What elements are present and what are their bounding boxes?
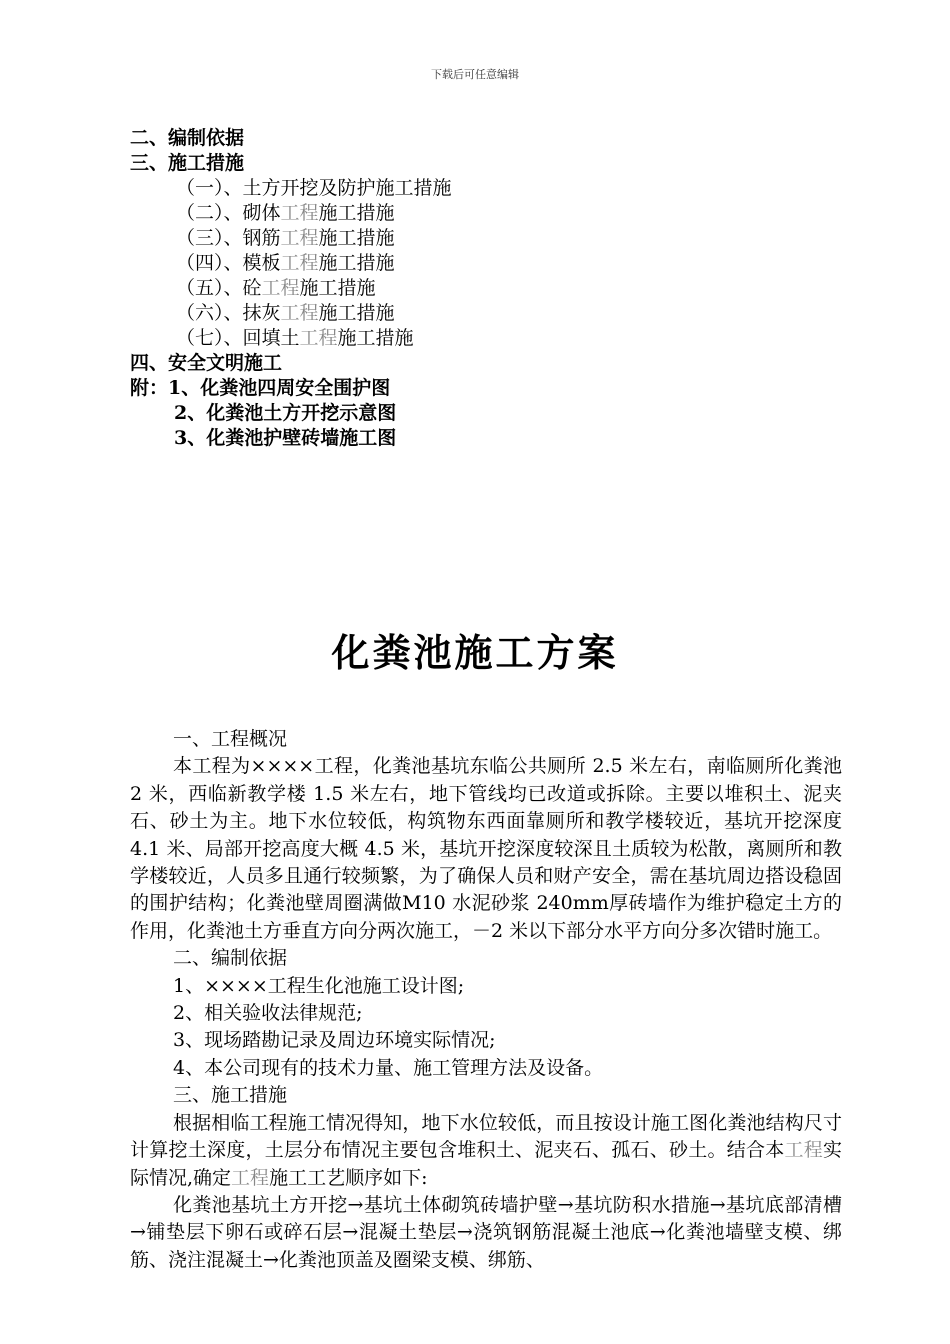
- measures-paragraph: 根据相临工程施工情况得知，地下水位较低，而且按设计施工图化粪池结构尺寸计算挖土深度，土层分布情况主要包含堆积土、泥夹石、孤石、砂土。结合本工程实际情况,确定工程施工工艺顺序如下:: [130, 1111, 842, 1189]
- section-heading-basis: 二、编制依据: [173, 947, 288, 970]
- overview-paragraph: 本工程为××××工程，化粪池基坑东临公共厕所 2.5 米左右，南临厕所化粪池 2 米，西临新教学楼 1.5 米左右，地下管线均已改道或拆除。主要以堆积土、泥夹石、砂土为主。地下水位较低，构筑物东西面靠厕所和教学楼较近，基坑开挖深度 4.1 米、局部开挖高度大概 4.5 米，基坑开挖深度较深且土质较为松散，离厕所和教学楼较近，人员多且通行较频繁，为了确保人员和财产安全，需在基坑周边搭设稳固的围护结构；化粪池壁周圈满做M10 水泥砂浆 240mm厚砖墙作为维护稳定土方的作用，化粪池土方垂直方向分两次施工，－2 米以下部分水平方向分多次错时施工。: [130, 755, 842, 942]
- toc-item-4: （四）、模板工程施工措施: [176, 252, 395, 274]
- table-of-contents: [130, 126, 452, 451]
- toc-section-2: 二、编制依据: [130, 127, 245, 149]
- toc-item-5: （五）、砼工程施工措施: [176, 277, 376, 299]
- basis-item-1: 1、××××工程生化池施工设计图;: [173, 974, 465, 997]
- section-heading-measures: 三、施工措施: [173, 1084, 288, 1107]
- toc-item-1: （一）、土方开挖及防护施工措施: [176, 177, 452, 199]
- basis-item-2: 2、相关验收法律规范;: [173, 1002, 363, 1025]
- page-header: 下载后可任意编辑: [431, 68, 519, 81]
- process-sequence-paragraph: 化粪池基坑土方开挖→基坑土体砌筑砖墙护壁→基坑防积水措施→基坑底部清槽→铺垫层下卵石或碎石层→混凝土垫层→浇筑钢筋混凝土池底→化粪池墙壁支模、绑筋、浇注混凝土→化粪池顶盖及圈梁支模、绑筋、: [130, 1193, 842, 1271]
- toc-section-4: 四、安全文明施工: [130, 352, 283, 374]
- toc-item-2: （二）、砌体工程施工措施: [176, 202, 395, 224]
- toc-appendix-2: 2、化粪池土方开挖示意图: [174, 402, 397, 424]
- toc-section-3: 三、施工措施: [130, 152, 245, 174]
- basis-item-3: 3、现场踏勘记录及周边环境实际情况;: [173, 1029, 496, 1052]
- toc-item-6: （六）、抹灰工程施工措施: [176, 302, 395, 324]
- basis-item-4: 4、本公司现有的技术力量、施工管理方法及设备。: [173, 1056, 604, 1079]
- toc-appendix-3: 3、化粪池护壁砖墙施工图: [174, 427, 397, 449]
- document-body: [130, 726, 842, 1274]
- toc-item-7: （七）、回填土工程施工措施: [176, 327, 414, 349]
- toc-appendix-1: 附：1、化粪池四周安全围护图: [130, 377, 391, 399]
- toc-item-3: （三）、钢筋工程施工措施: [176, 227, 395, 249]
- document-title: 化粪池施工方案: [331, 630, 619, 675]
- section-heading-overview: 一、工程概况: [173, 728, 288, 750]
